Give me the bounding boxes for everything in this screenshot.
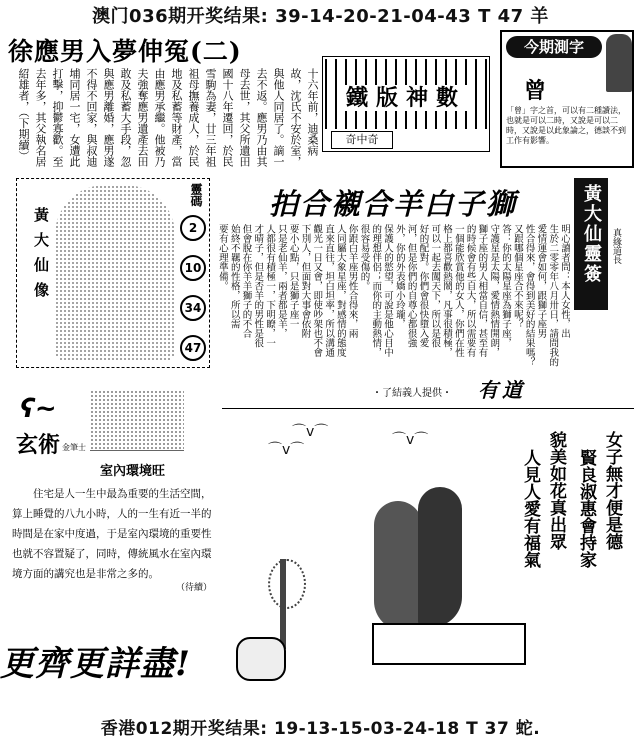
text-column: 不得不回家，與叔迪 <box>85 68 98 167</box>
text-column: 答：你的太陽星座為獅子座， <box>500 224 512 348</box>
illustration-section <box>222 408 634 699</box>
bird-icon: ⌒v⌒ <box>268 442 305 458</box>
text-column: 只是老仙羊，兩者都是羊， <box>275 224 287 338</box>
text-column: 與他人同居了。謫一 <box>272 68 285 167</box>
text-column: 地及私蓄等財產，當 <box>170 68 183 167</box>
text-column: 始終不羈的性格，所以需 <box>228 224 240 329</box>
lucky-char-heading: 今期測字 <box>506 36 602 58</box>
lady-figure <box>374 501 422 631</box>
headline: 拍合襯合羊白子獅 <box>268 187 517 221</box>
text-column: 人都很有積極一，下明瞭，一 <box>264 224 276 348</box>
text-column: 外，你的外表嬌小玲瓏， <box>393 224 405 329</box>
provider-logo: 有道 <box>478 378 526 402</box>
text-column: 愛情運會如何，跟獅子座男 <box>535 224 547 338</box>
metaphysics-text: 住宅是人一生中最為重要的生活空間，算上睡覺的八九小時，人的一生有近一半的時間是在家中度過，于是室內環境的重要性也就不容置疑了，同時，傳統風水在室內環境方面的講究也是非常之多的。 <box>12 488 212 580</box>
poem-line: 貌美如花真出眾 <box>546 431 566 550</box>
oracle-number: 2 <box>180 215 206 241</box>
column-body <box>214 224 570 374</box>
lucky-char-note: 「曾」字之首，可以有二種讀法，也就是可以二時，又說是可以二時，又說是以此象論之，德談不到工作有影響。 <box>506 106 626 145</box>
banner-tag: 奇中奇 <box>331 131 393 149</box>
lucky-char: 曾 <box>524 78 547 104</box>
text-column: 紹雄者，（下期續） <box>17 68 30 162</box>
text-column: 獅子座的男人相當自信，甚至有 <box>476 224 488 357</box>
metaphysics-title: 玄術 <box>16 432 61 458</box>
oracle-number: 10 <box>180 255 206 281</box>
banner-box <box>322 56 490 152</box>
text-column: 祖母撫養成人，於民 <box>187 68 200 167</box>
header-top-label: 澳门036期开奖结果: <box>92 6 269 27</box>
table-icon <box>372 623 526 665</box>
metaphysics-continued: （待續） <box>176 583 213 593</box>
metaphysics-section <box>8 384 220 594</box>
metaphysics-article-title: 室內環境旺 <box>100 464 166 479</box>
lucky-char-box <box>500 30 634 168</box>
vase-icon <box>236 637 286 681</box>
metaphysics-author: 金筆士 <box>62 443 86 452</box>
text-column: 去年多，其父執名居 <box>34 68 47 167</box>
text-column: 性合得來，會得到美好的結果嗎？ <box>523 224 535 367</box>
text-column: 十六年前，迪桑病 <box>306 68 319 156</box>
text-column: 埔同居一宅，女遭此 <box>68 68 81 167</box>
text-column: 打擊，抑鬱寡歡。至 <box>51 68 64 167</box>
text-column: 由應男承繼。他被乃 <box>153 68 166 167</box>
deity-label: 黃大仙像 <box>32 207 50 307</box>
banner-title: 鐵版神數 <box>345 85 466 111</box>
plant-leaves-icon <box>268 559 306 609</box>
text-column: 國十八年遷回，於民 <box>221 68 234 167</box>
text-column: 要小心點，只是獅子座一 <box>287 224 299 329</box>
header-bottom-special: T 37 蛇. <box>466 719 541 739</box>
header-bottom-label: 香港012期开奖结果: <box>100 719 268 739</box>
text-column: 敢及私蓄大手段，忽 <box>119 68 132 167</box>
metaphysics-logo-icon: ʕ~ <box>20 394 57 424</box>
text-column: 生於二零零年八月卅日，請問我的 <box>547 224 559 367</box>
header-bottom-numbers: 19-13-15-03-24-18 <box>274 719 460 739</box>
text-column: 好的配對。你們會很快墮入愛 <box>417 224 429 348</box>
column-subtitle: 真緣道長 <box>611 228 621 264</box>
text-column: 的理想伴侶；而你的主動熱情， <box>370 224 382 357</box>
text-column: 明心讀者問：本人女性，出 <box>559 224 570 338</box>
story-title: 徐應男入夢伸冤(二) <box>8 37 242 66</box>
bird-icon: ⌒v⌒ <box>292 424 329 440</box>
text-column: 雪駒為妻，廿三年祖 <box>204 68 217 167</box>
text-column: 可以一起去闖天下，所以是很 <box>429 224 441 348</box>
text-column: 才晴子，但是否羊的男性是很 <box>252 224 264 348</box>
text-column: 下別人，但面對大事會依附 <box>299 224 311 338</box>
poem-line: 女子無才便是德 <box>602 431 622 550</box>
bird-icon: ⌒v⌒ <box>392 432 429 448</box>
column-title: 黃大仙靈簽 <box>581 184 602 284</box>
deity-image <box>55 185 175 361</box>
text-column: 的時候會有些自大，所以需要有 <box>464 224 476 357</box>
provided-by: ・了結義人提供・ <box>372 388 452 399</box>
fortune-teller-figure <box>606 34 632 92</box>
oracle-number: 47 <box>180 335 206 361</box>
poem-line: 人見人愛有福氣 <box>520 449 540 568</box>
story-columns <box>8 68 320 170</box>
text-column: 格上都喜歡熱鬧，凡事很積極， <box>441 224 453 357</box>
oracle-box <box>16 178 210 368</box>
text-column: 要有心理準備。 <box>216 224 228 291</box>
text-column: 直來直往，坦白坦率，所以溝通 <box>323 224 335 357</box>
oracle-number: 34 <box>180 295 206 321</box>
column-title-box <box>574 178 608 310</box>
text-column: 很容易受傷的。 <box>358 224 370 291</box>
story-section <box>8 30 320 170</box>
text-column: 守護星是太陽，愛情熱情開朗， <box>488 224 500 357</box>
metaphysics-image <box>90 390 184 451</box>
lady-figure <box>418 487 462 627</box>
header-bottom <box>0 714 641 739</box>
text-column: 觀光一日又會，即使吵架也不會 <box>311 224 323 357</box>
text-column: 你跟白羊座男性合得來，兩 <box>346 224 358 338</box>
header-top <box>0 2 641 28</box>
text-column: 去不返。應男乃由其 <box>255 68 268 167</box>
text-column: 河，但是你們的自尊心都很強 <box>405 224 417 348</box>
oracle-label: 靈碼 <box>189 183 203 207</box>
header-top-special: T 47 羊 <box>478 6 549 27</box>
text-column: 故，沈氏不安於室， <box>289 68 302 167</box>
poem-line: 賢良淑惠會持家 <box>576 449 596 568</box>
text-column: 一個能欣賞他的女人，你們在性 <box>452 224 464 357</box>
header-top-numbers: 39-14-20-21-04-43 <box>275 6 472 27</box>
text-column: 與應男離婚，應男遂 <box>102 68 115 167</box>
text-column: 又跟哪個星座合不來呢？ <box>511 224 523 329</box>
text-column: 保護人的慾望，可說是他心目中 <box>382 224 394 357</box>
text-column: 人同屬大象星座，對感情的態度 <box>334 224 346 357</box>
text-column: 夫強奪應男遺產去田 <box>136 68 149 167</box>
text-column: 但會脫在你羊羊獅子的不合 <box>240 224 252 338</box>
text-column: 母去世，其父所遺田 <box>238 68 251 167</box>
slogan: 更齊更詳盡! <box>0 644 191 684</box>
